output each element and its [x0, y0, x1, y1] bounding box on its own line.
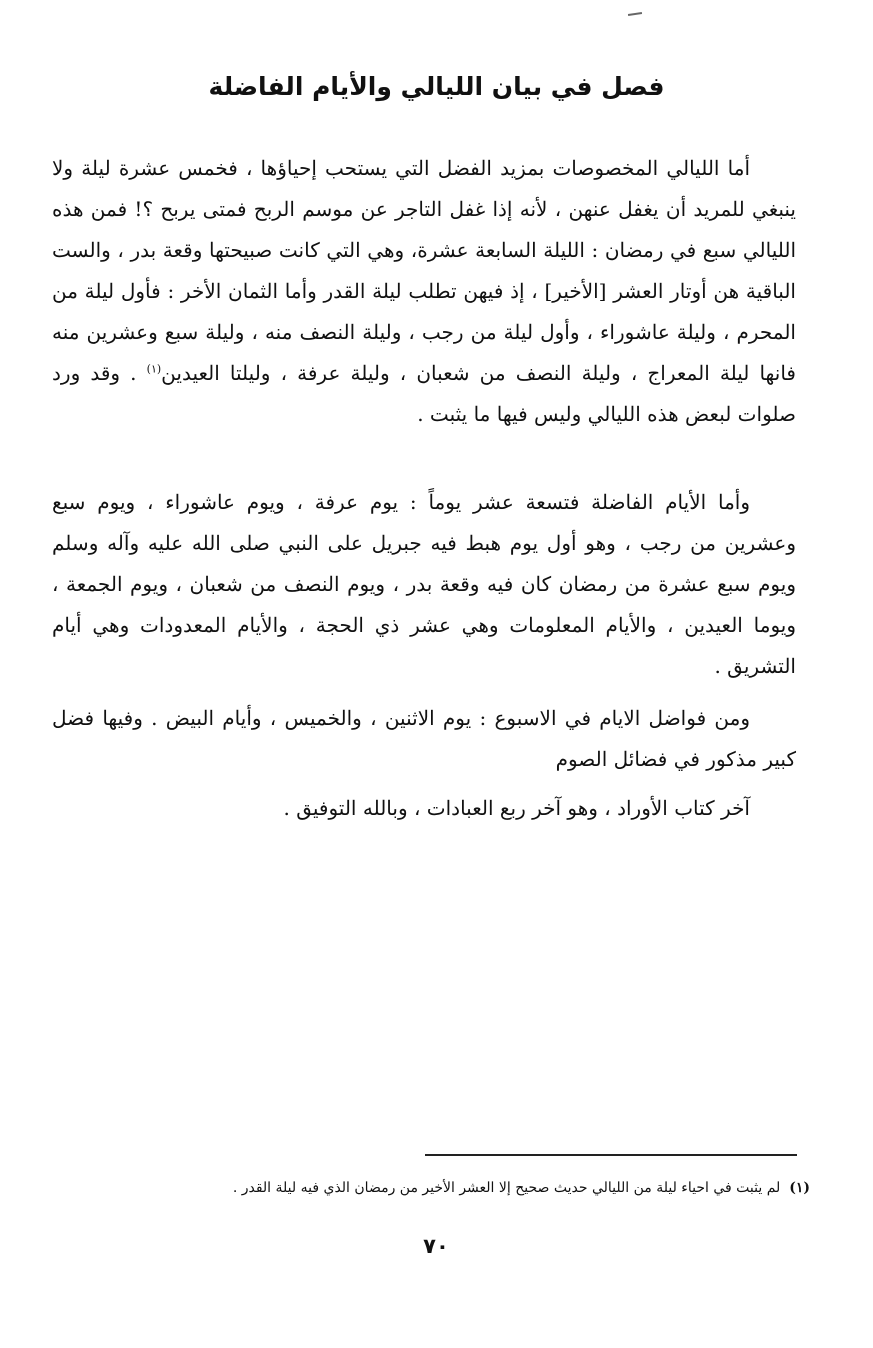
paragraph-nights — [52, 148, 796, 435]
paragraph-nights-tail: . وقد ورد صلوات لبعض هذه الليالي وليس فيها ما يثبت . — [52, 361, 796, 426]
scan-speck — [628, 12, 642, 16]
paragraph-days: وأما الأيام الفاضلة فتسعة عشر يوماً : يوم عرفة ، ويوم عاشوراء ، ويوم سبع وعشرين من رجب ، وهو أول يوم هبط فيه جبريل على النبي صلى الله عليه وآله وسلم ويوم سبع عشرة من رمضان كان فيه وقعة بدر ، ويوم النصف من شعبان ، ويوم الجمعة ، ويوما العيدين ، والأيام المعلومات وهي عشر ذي الحجة ، والأيام المعدودات وهي أيام التشريق . — [52, 490, 796, 678]
footnote — [52, 1177, 810, 1199]
paragraph-week-days: ومن فواضل الايام في الاسبوع : يوم الاثنين ، والخميس ، وأيام البيض . وفيها فضل كبير مذكور في فضائل الصوم — [52, 706, 796, 771]
footnote-divider — [425, 1154, 797, 1156]
chapter-title: فصل في بيان الليالي والأيام الفاضلة — [208, 72, 665, 101]
footnote-mark: (١) — [789, 1180, 810, 1196]
footnote-reference: (١) — [146, 362, 162, 376]
footnote-text: لم يثبت في احياء ليلة من الليالي حديث صحيح إلا العشر الأخير من رمضان الذي فيه ليلة القدر . — [232, 1180, 781, 1196]
page-number: ٧٠ — [423, 1234, 449, 1258]
paragraph-closing: آخر كتاب الأوراد ، وهو آخر ربع العبادات ، وبالله التوفيق . — [283, 796, 750, 820]
paragraph-nights-text: أما الليالي المخصوصات بمزيد الفضل التي يستحب إحياؤها ، فخمس عشرة ليلة ولا ينبغي للمريد أن يغفل عنهن ، لأنه إذا غفل التاجر عن موسم الربح فمتى يربح ؟! فمن هذه الليالي سبع في رمضان : الليلة السابعة عشرة، وهي التي كانت صبيحتها وقعة بدر ، والست الباقية هن أوتار العشر [الأخير] ، إذ فيهن تطلب ليلة القدر وأما الثمان الأخر : فأول ليلة من المحرم ، وليلة عاشوراء ، وأول ليلة من رجب ، وليلة النصف منه ، وليلة سبع وعشرين منه فانها ليلة المعراج ، وليلة النصف من شعبان ، وليلة عرفة ، وليلتا العيدين — [52, 156, 796, 385]
